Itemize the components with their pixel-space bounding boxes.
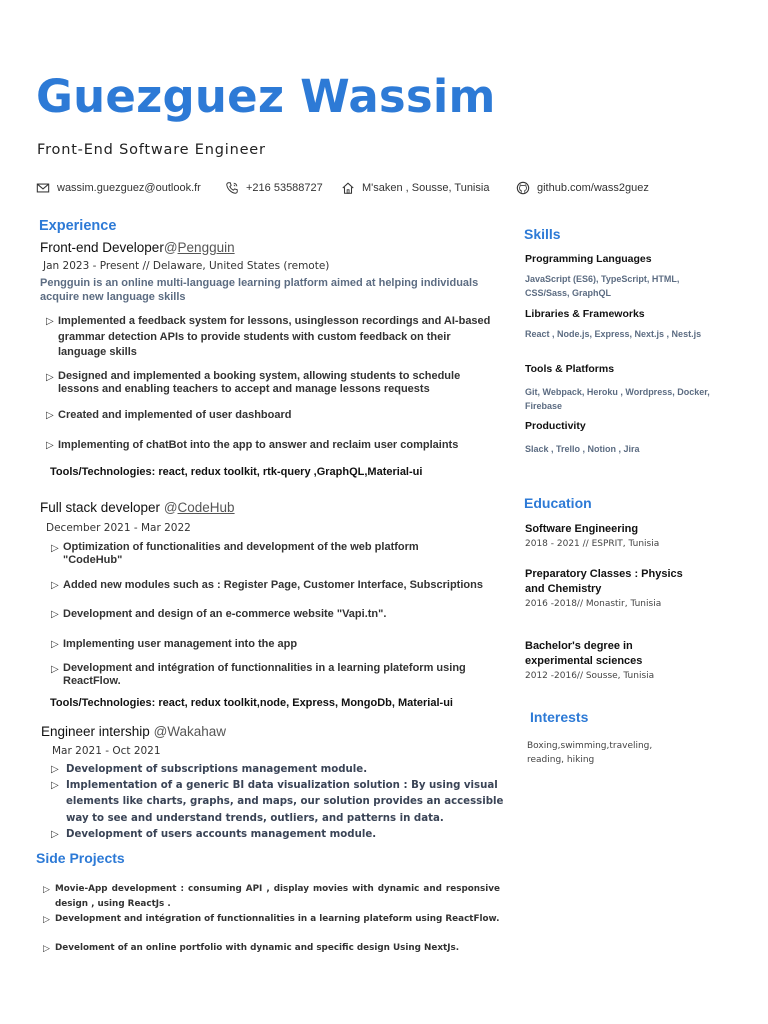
job-3-bullet-2: ▷ Implementation of a generic BI data visualization solution : By using visual elements like charts, graphs, and maps, our solution provides an accessible way to see and understand trends, outliers, and patterns in data. — [51, 780, 504, 824]
job-3-role: Engineer intership — [41, 724, 154, 739]
job-1-tools: Tools/Technologies: react, redux toolkit, rtk-query ,GraphQL,Material-ui — [50, 466, 423, 478]
job-2-at: @ — [163, 500, 178, 515]
job-2-role: Full stack developer — [40, 500, 164, 515]
skills-group-2-heading: Libraries & Frameworks — [525, 308, 645, 320]
job-3-company[interactable]: @Wakahaw — [153, 724, 227, 739]
job-1-bullet-3: ▷ Created and implemented of user dashboard — [46, 408, 494, 424]
education-3-details: 2012 -2016// Sousse, Tunisia — [525, 671, 655, 681]
skills-group-4-items: Slack , Trello , Notion , Jira — [525, 444, 640, 454]
skills-group-3-heading: Tools & Platforms — [525, 363, 615, 375]
email-text: wassim.guezguez@outlook.fr — [57, 182, 201, 194]
job-1-bullet-4: ▷ Implementing of chatBot into the app to answer and reclaim user complaints — [46, 438, 506, 454]
github-link[interactable]: github.com/wass2guez — [537, 182, 649, 194]
side-project-3: ▷ Develoment of an online portfolio with dynamic and specific design Using NextJs. — [43, 941, 500, 957]
triangle-bullet-icon: ▷ — [51, 639, 59, 650]
job-3-bullet-3: ▷ Development of users accounts management module. — [51, 827, 511, 843]
job-2-bullet-1: ▷ Optimization of functionalities and development of the web platform "CodeHub" — [51, 541, 419, 566]
job-2-bullet-2: ▷ Added new modules such as : Register Page, Customer Interface, Subscriptions — [51, 578, 511, 594]
education-2-degree: Preparatory Classes : Physics and Chemistry — [525, 568, 683, 595]
job-1-at: @ — [163, 240, 178, 255]
job-2-bullet-5: ▷ Development and intégration of functionnalities in a learning plateform using ReactFlow. — [51, 662, 466, 687]
experience-title: Experience — [39, 218, 117, 234]
job-role: Front-End Software Engineer — [37, 142, 266, 158]
skills-group-1-heading: Programming Languages — [525, 253, 652, 265]
contact-bar — [36, 181, 736, 199]
envelope-icon — [36, 181, 50, 195]
contact-github[interactable] — [516, 181, 649, 195]
phone-text: +216 53588727 — [246, 182, 323, 194]
education-title: Education — [524, 495, 592, 511]
triangle-bullet-icon: ▷ — [51, 664, 59, 675]
side-project-1: ▷ Movie-App development : consuming API , display movies with dynamic and responsive design , using ReactJs . — [43, 884, 500, 909]
job-1-role: Front-end Developer — [40, 240, 164, 255]
job-1-title — [40, 240, 235, 255]
triangle-bullet-icon: ▷ — [46, 372, 54, 383]
skills-group-2-items: React , Node.js, Express, Next.js , Nest.js — [525, 329, 702, 339]
interests-text: Boxing,swimming,traveling, reading, hiking — [527, 741, 653, 765]
education-3-degree: Bachelor's degree in experimental sciences — [525, 640, 643, 667]
skills-group-1-items: JavaScript (ES6), TypeScript, HTML, CSS/Sass, GraphQL — [525, 274, 680, 298]
triangle-bullet-icon: ▷ — [51, 780, 59, 791]
triangle-bullet-icon: ▷ — [43, 944, 50, 954]
triangle-bullet-icon: ▷ — [43, 915, 50, 925]
job-1-company-link[interactable]: Pengguin — [177, 240, 235, 255]
job-1-dates: Jan 2023 - Present // Delaware, United States (remote) — [43, 260, 330, 272]
contact-email[interactable] — [36, 181, 201, 195]
education-2-details: 2016 -2018// Monastir, Tunisia — [525, 599, 662, 609]
contact-phone[interactable] — [225, 181, 323, 195]
triangle-bullet-icon: ▷ — [46, 410, 54, 421]
job-2-tools: Tools/Technologies: react, redux toolkit,node, Express, MongoDb, Material-ui — [50, 697, 453, 709]
side-projects-title: Side Projects — [36, 850, 125, 866]
job-3-bullet-1: ▷ Development of subscriptions management module. — [51, 762, 511, 778]
education-1-details: 2018 - 2021 // ESPRIT, Tunisia — [525, 539, 660, 549]
job-2-company-link[interactable]: CodeHub — [177, 500, 235, 515]
education-1-degree: Software Engineering — [525, 523, 639, 535]
interests-title: Interests — [530, 709, 589, 725]
job-1-bullet-2: ▷ Designed and implemented a booking system, allowing students to schedule lessons and enabling teachers to accept and manage lessons requests — [46, 370, 461, 395]
triangle-bullet-icon: ▷ — [51, 543, 59, 554]
triangle-bullet-icon: ▷ — [51, 609, 59, 620]
phone-icon — [225, 181, 239, 195]
skills-group-3-items: Git, Webpack, Heroku , Wordpress, Docker, Firebase — [525, 387, 710, 411]
side-project-2: ▷ Development and intégration of functionnalities in a learning plateform using ReactFlow. — [43, 912, 500, 928]
skills-title: Skills — [524, 226, 561, 242]
skills-group-4-heading: Productivity — [525, 420, 586, 432]
job-2-title — [40, 500, 235, 515]
contact-location — [341, 181, 489, 195]
triangle-bullet-icon: ▷ — [51, 764, 59, 775]
github-icon — [516, 181, 530, 195]
location-text: M'saken , Sousse, Tunisia — [362, 182, 490, 194]
triangle-bullet-icon: ▷ — [51, 829, 59, 840]
job-2-bullet-4: ▷ Implementing user management into the app — [51, 637, 491, 653]
job-2-dates: December 2021 - Mar 2022 — [46, 522, 191, 534]
home-icon — [341, 181, 355, 195]
job-3-title — [41, 724, 226, 739]
job-1-description: Pengguin is an online multi-language learning platform aimed at helping individuals acquire new language skills — [40, 277, 479, 303]
candidate-name: Guezguez Wassim — [36, 70, 496, 123]
job-1-bullet-1: ▷ Implemented a feedback system for lessons, usinglesson recordings and AI-based grammar detection APIs to provide students with custom feedback on their language skills — [46, 315, 491, 358]
job-3-dates: Mar 2021 - Oct 2021 — [52, 745, 161, 757]
triangle-bullet-icon: ▷ — [51, 580, 59, 591]
triangle-bullet-icon: ▷ — [43, 885, 50, 895]
triangle-bullet-icon: ▷ — [46, 440, 54, 451]
triangle-bullet-icon: ▷ — [46, 316, 54, 327]
job-2-bullet-3: ▷ Development and design of an e-commerce website "Vapi.tn". — [51, 607, 491, 623]
